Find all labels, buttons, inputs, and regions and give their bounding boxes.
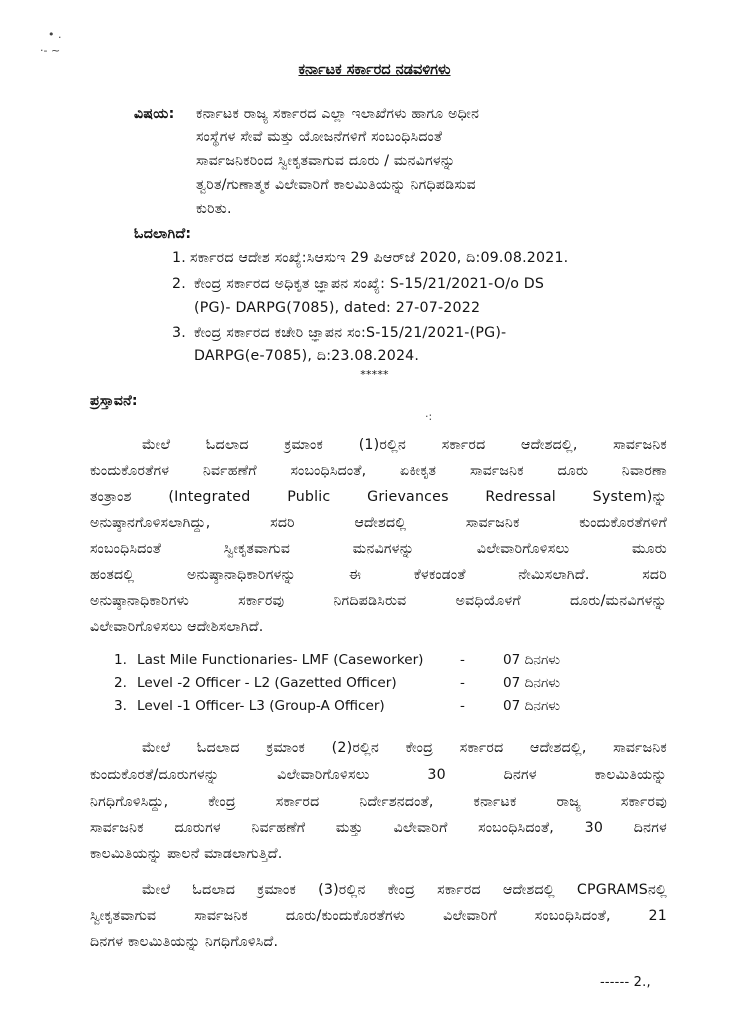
level-name: Last Mile Functionaries- LMF (Caseworker) [137,652,424,668]
level-number: 1. [114,652,127,668]
paragraph-line: ಅನುಷ್ಠಾನಗೊಳಿಸಲಾಗಿದ್ದು, ಸದರಿ ಆದೇಶದಲ್ಲಿ ಸಾರ್ವಜನಿಕ ಕುಂದುಕೊರತೆಗಳಿಗೆ [90,515,667,531]
document-title: ಕರ್ನಾಟಕ ಸರ್ಕಾರದ ನಡವಳಿಗಳು [298,62,451,78]
paragraph-line: ಸ್ವೀಕೃತವಾಗುವ ಸಾರ್ವಜನಿಕ ದೂರು/ಕುಂದುಕೊರತೆಗಳು ವಿಲೇವಾರಿಗೆ ಸಂಬಂಧಿಸಿದಂತೆ, 21 [90,908,667,924]
subject-line: ತ್ವರಿತ/ಗುಣಾತ್ಮಕ ವಿಲೇವಾರಿಗೆ ಕಾಲಮಿತಿಯನ್ನು ನಿಗಧಿಪಡಿಸುವ [196,177,476,193]
references-label: ಓದಲಾಗಿದೆ: [134,226,192,242]
scan-mark: • . [48,28,62,41]
subject-line: ಕುರಿತು. [196,201,232,217]
scan-mark: ·- ~ [40,44,61,57]
level-days: 07 ದಿನಗಳು [503,675,561,691]
subject-line: ಸಂಸ್ಥೆಗಳ ಸೇವೆ ಮತ್ತು ಯೋಜನೆಗಳಿಗೆ ಸಂಬಂಧಿಸಿದಂತೆ [196,129,443,145]
subject-line: ಕರ್ನಾಟಕ ರಾಜ್ಯ ಸರ್ಕಾರದ ಎಲ್ಲಾ ಇಲಾಖೆಗಳು ಹಾಗೂ ಅಧೀನ [196,106,480,122]
level-number: 3. [114,698,127,714]
subject-label: ವಿಷಯ: [134,106,175,122]
page-continuation-marker: ------ 2., [600,975,651,990]
paragraph-line: ಅನುಷ್ಠಾನಾಧಿಕಾರಿಗಳು ಸರ್ಕಾರವು ನಿಗದಿಪಡಿಸಿರುವ ಅವಧಿಯೊಳಗೆ ದೂರು/ಮನವಿಗಳನ್ನು [90,593,667,609]
paragraph-line: ಕಾಲಮಿತಿಯನ್ನು ಪಾಲನೆ ಮಾಡಲಾಗುತ್ತಿದೆ. [90,846,283,862]
subject-line: ಸಾರ್ವಜನಿಕರಿಂದ ಸ್ವೀಕೃತವಾಗುವ ದೂರು / ಮನವಿಗಳನ್ನು [196,153,456,169]
paragraph-line: ದಿನಗಳ ಕಾಲಮಿತಿಯನ್ನು ನಿಗಧಿಗೊಳಿಸಿದೆ. [90,934,279,950]
level-dash: - [460,652,465,668]
reference-number: 2. [172,276,186,292]
reference-text: (PG)- DARPG(7085), dated: 27-07-2022 [194,300,481,316]
paragraph-line: ತಂತ್ರಾಂಶ (Integrated Public Grievances Redressal System)ನ್ನು [90,489,667,505]
preamble-label: ಪ್ರಸ್ತಾವನೆ: [90,393,138,409]
level-name: Level -1 Officer- L3 (Group-A Officer) [137,698,385,714]
paragraph-line: ವಿಲೇವಾರಿಗೊಳಿಸಲು ಆದೇಶಿಸಲಾಗಿದೆ. [90,619,264,635]
level-name: Level -2 Officer - L2 (Gazetted Officer) [137,675,397,691]
paragraph-line: ಕುಂದುಕೊರತೆಗಳ ನಿರ್ವಹಣೆಗೆ ಸಂಬಂಧಿಸಿದಂತೆ, ಏಕೀಕೃತ ಸಾರ್ವಜನಿಕ ದೂರು ನಿವಾರಣಾ [90,463,667,479]
scan-mark: ·: [425,410,433,423]
paragraph-line: ಸಾರ್ವಜನಿಕ ದೂರುಗಳ ನಿರ್ವಹಣೆಗೆ ಮತ್ತು ವಿಲೇವಾರಿಗೆ ಸಂಬಂಧಿಸಿದಂತೆ, 30 ದಿನಗಳ [90,820,667,836]
paragraph-line: ಕುಂದುಕೊರತೆ/ದೂರುಗಳನ್ನು ವಿಲೇವಾರಿಗೊಳಿಸಲು 30 ದಿನಗಳ ಕಾಲಮಿತಿಯನ್ನು [90,767,667,783]
level-dash: - [460,675,465,691]
level-dash: - [460,698,465,714]
separator: ***** [360,368,389,381]
reference-number: 1. [172,250,186,266]
level-days: 07 ದಿನಗಳು [503,652,561,668]
reference-text: DARPG(e-7085), ದಿ:23.08.2024. [194,348,420,364]
paragraph-line: ಸಂಬಂಧಿಸಿದಂತೆ ಸ್ವೀಕೃತವಾಗುವ ಮನವಿಗಳನ್ನು ವಿಲೇವಾರಿಗೊಳಿಸಲು ಮೂರು [90,541,667,557]
paragraph-line: ಹಂತದಲ್ಲಿ ಅನುಷ್ಠಾನಾಧಿಕಾರಿಗಳನ್ನು ಈ ಕೆಳಕಂಡಂತೆ ನೇಮಿಸಲಾಗಿದೆ. ಸದರಿ [90,567,667,583]
level-number: 2. [114,675,127,691]
reference-text: ಸರ್ಕಾರದ ಆದೇಶ ಸಂಖ್ಯೆ:ಸಿಆಸುಇ 29 ಪಿಆರ್‌ಜೆ 2020, ದಿ:09.08.2021. [190,250,569,266]
level-days: 07 ದಿನಗಳು [503,698,561,714]
paragraph-line: ಮೇಲೆ ಓದಲಾದ ಕ್ರಮಾಂಕ (2)ರಲ್ಲಿನ ಕೇಂದ್ರ ಸರ್ಕಾರದ ಆದೇಶದಲ್ಲಿ, ಸಾರ್ವಜನಿಕ [142,740,667,756]
paragraph-line: ಮೇಲೆ ಓದಲಾದ ಕ್ರಮಾಂಕ (3)ರಲ್ಲಿನ ಕೇಂದ್ರ ಸರ್ಕಾರದ ಆದೇಶದಲ್ಲಿ CPGRAMSನಲ್ಲಿ [142,882,667,898]
reference-text: ಕೇಂದ್ರ ಸರ್ಕಾರದ ಕಚೇರಿ ಜ್ಞಾಪನ ಸಂ:S-15/21/2021-(PG)- [194,325,507,341]
paragraph-line: ಮೇಲೆ ಓದಲಾದ ಕ್ರಮಾಂಕ (1)ರಲ್ಲಿನ ಸರ್ಕಾರದ ಆದೇಶದಲ್ಲಿ, ಸಾರ್ವಜನಿಕ [142,437,667,453]
reference-number: 3. [172,325,186,341]
paragraph-line: ನಿಗಧಿಗೊಳಿಸಿದ್ದು, ಕೇಂದ್ರ ಸರ್ಕಾರದ ನಿರ್ದೇಶನದಂತೆ, ಕರ್ನಾಟಕ ರಾಜ್ಯ ಸರ್ಕಾರವು [90,794,667,810]
reference-text: ಕೇಂದ್ರ ಸರ್ಕಾರದ ಅಧಿಕೃತ ಜ್ಞಾಪನ ಸಂಖ್ಯೆ: S-15/21/2021-O/o DS [194,276,545,292]
